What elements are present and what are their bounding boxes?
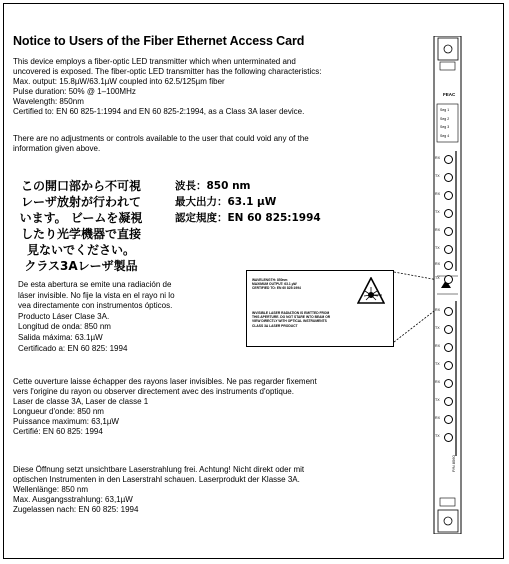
port-jack-icon xyxy=(444,325,453,334)
port-jack-icon xyxy=(444,379,453,388)
led-label: Seg 3 xyxy=(440,125,450,129)
laser-warning-label xyxy=(246,270,394,347)
port-jack-icon xyxy=(444,307,453,316)
text-line: There are no adjustments or controls available to the user that could void any of the xyxy=(13,134,309,143)
label-warning xyxy=(252,311,330,328)
card-faceplate xyxy=(431,36,464,534)
port-label: RX xyxy=(435,192,440,196)
text-line: Laser de classe 3A, Laser de classe 1 xyxy=(13,397,149,407)
port-label: RX xyxy=(435,308,440,312)
port-connector[interactable] xyxy=(435,378,457,390)
text-line: Zugelassen nach: EN 60 825: 1994 xyxy=(13,505,139,515)
port-connector[interactable] xyxy=(435,260,457,272)
port-jack-icon xyxy=(444,191,453,200)
port-jack-icon xyxy=(444,155,453,164)
text-line: Wavelength: 850nm xyxy=(13,97,84,107)
japanese-specs xyxy=(175,178,321,226)
text-line: Producto Láser Clase 3A. xyxy=(18,311,110,321)
port-jack-icon xyxy=(444,397,453,406)
card-badge: FEAC xyxy=(443,92,456,97)
japanese-warning xyxy=(12,178,150,274)
led-label: Seg 1 xyxy=(440,108,450,112)
port-jack-icon xyxy=(444,361,453,370)
part-number: P/N 8560 xyxy=(451,455,456,472)
text-line: INVISIBLE LASER RADIATION IS EMITTED FROM xyxy=(252,311,330,315)
text-line: vers l'origine du rayon ou observer directement avec des instruments d'optique. xyxy=(13,387,294,397)
german-paragraph xyxy=(13,465,304,515)
spanish-paragraph xyxy=(18,280,175,354)
port-label: TX xyxy=(435,398,440,402)
port-label: RX xyxy=(435,344,440,348)
text-line: 最大出力：63.1 µW xyxy=(175,196,277,208)
port-connector[interactable] xyxy=(435,432,457,444)
port-connector[interactable] xyxy=(435,342,457,354)
text-line: Longitud de onda: 850 nm xyxy=(18,322,111,332)
text-line: 見ないでください。 xyxy=(26,243,135,257)
port-label: TX xyxy=(435,434,440,438)
text-line: Longueur d'onde: 850 nm xyxy=(13,407,104,417)
port-label: TX xyxy=(435,276,440,280)
led-label: Seg 4 xyxy=(440,133,450,138)
port-label: TX xyxy=(435,210,440,214)
text-line: VIEW DIRECTLY WITH OPTICAL INSTRUMENTS xyxy=(252,319,327,324)
text-line: uncovered is exposed. The fiber-optic LED transmitter has the following characteristics: xyxy=(13,67,322,77)
english-paragraph xyxy=(13,57,321,118)
port-connector[interactable] xyxy=(435,190,457,202)
text-line: Cette ouverture laisse échapper des rayons laser invisibles. Ne pas regarder fixement xyxy=(13,377,317,386)
text-line: De esta abertura se emite una radiación de xyxy=(18,280,172,289)
text-line: Max. Ausgangsstrahlung: 63,1µW xyxy=(13,495,133,505)
text-line: MAXIMUM OUTPUT: 63.1 µW xyxy=(252,282,297,287)
port-jack-icon xyxy=(444,275,453,284)
port-jack-icon xyxy=(444,433,453,442)
text-line: 認定規度：EN 60 825:1994 xyxy=(175,212,321,224)
text-line: 波長：850 nm xyxy=(175,180,251,192)
text-line: WAVELENGTH: 850nm xyxy=(252,278,288,282)
port-label: RX xyxy=(435,156,440,160)
text-line: information given above. xyxy=(13,144,101,154)
port-label: RX xyxy=(435,228,440,232)
port-connector[interactable] xyxy=(435,154,457,166)
text-line: Wellenlänge: 850 nm xyxy=(13,485,89,495)
text-line: クラス3Aレーザ製品 xyxy=(24,259,138,273)
text-line: láser invisible. No fije la vista en el rayo ni lo xyxy=(18,290,175,300)
port-label: RX xyxy=(435,416,440,420)
port-connector[interactable] xyxy=(435,226,457,238)
port-jack-icon xyxy=(444,415,453,424)
port-jack-icon xyxy=(444,209,453,218)
page-title: Notice to Users of the Fiber Ethernet Access Card xyxy=(13,34,305,48)
port-connector[interactable] xyxy=(435,172,457,184)
port-connector[interactable] xyxy=(435,360,457,372)
text-line: Certified to: EN 60 825-1:1994 and EN 60 825-2:1994, as a Class 3A laser device. xyxy=(13,107,305,117)
port-jack-icon xyxy=(444,261,453,270)
text-line: This device employs a fiber-optic LED transmitter which when unterminated and xyxy=(13,57,296,66)
port-connector[interactable] xyxy=(435,396,457,408)
port-connector[interactable] xyxy=(435,244,457,256)
text-line: います。 ビームを凝視 xyxy=(19,211,143,225)
text-line: THIS APERTURE. DO NOT STARE INTO BEAM OR xyxy=(252,315,331,320)
port-label: TX xyxy=(435,362,440,366)
no-adjustments-paragraph xyxy=(13,134,309,154)
led-label: Seg 2 xyxy=(440,116,450,121)
port-connector[interactable] xyxy=(435,208,457,220)
laser-hazard-icon xyxy=(357,277,385,305)
port-connector[interactable] xyxy=(435,324,457,336)
port-jack-icon xyxy=(444,343,453,352)
text-line: レーザ放射が行われて xyxy=(20,195,141,209)
text-line: CERTIFIED TO: EN 60 825:1994 xyxy=(252,286,301,291)
port-jack-icon xyxy=(444,173,453,182)
text-line: Max. output: 15.8µW/63.1µW coupled into 62.5/125µm fiber xyxy=(13,77,225,87)
text-line: Diese Öffnung setzt unsichtbare Laserstrahlung frei. Achtung! Nicht direkt oder mit xyxy=(13,465,305,474)
text-line: したり光学機器で直接 xyxy=(20,227,141,241)
port-label: RX xyxy=(435,380,440,384)
text-line: vea directamente con instrumentos ópticos. xyxy=(18,301,173,311)
port-jack-icon xyxy=(444,227,453,236)
port-label: TX xyxy=(435,246,440,250)
port-connector[interactable] xyxy=(435,414,457,426)
port-label: TX xyxy=(435,174,440,178)
text-line: この開口部から不可視 xyxy=(20,179,141,193)
led-list xyxy=(440,106,449,140)
text-line: optischen Instrumenten in den Laserstrahl schauen. Laserprodukt der Klasse 3A. xyxy=(13,475,300,485)
port-label: RX xyxy=(435,262,440,266)
label-specs xyxy=(252,278,301,291)
text-line: Puissance maximum: 63,1µW xyxy=(13,417,119,427)
port-connector[interactable] xyxy=(435,306,457,318)
text-line: Pulse duration: 50% @ 1–100MHz xyxy=(13,87,136,97)
port-jack-icon xyxy=(444,245,453,254)
text-line: CLASS 3A LASER PRODUCT xyxy=(252,323,298,328)
french-paragraph xyxy=(13,377,317,438)
text-line: Salida máxima: 63.1µW xyxy=(18,332,103,342)
port-label: TX xyxy=(435,326,440,330)
text-line: Certificado a: EN 60 825: 1994 xyxy=(18,343,128,353)
port-connector[interactable] xyxy=(435,274,457,286)
text-line: Certifié: EN 60 825: 1994 xyxy=(13,427,103,437)
